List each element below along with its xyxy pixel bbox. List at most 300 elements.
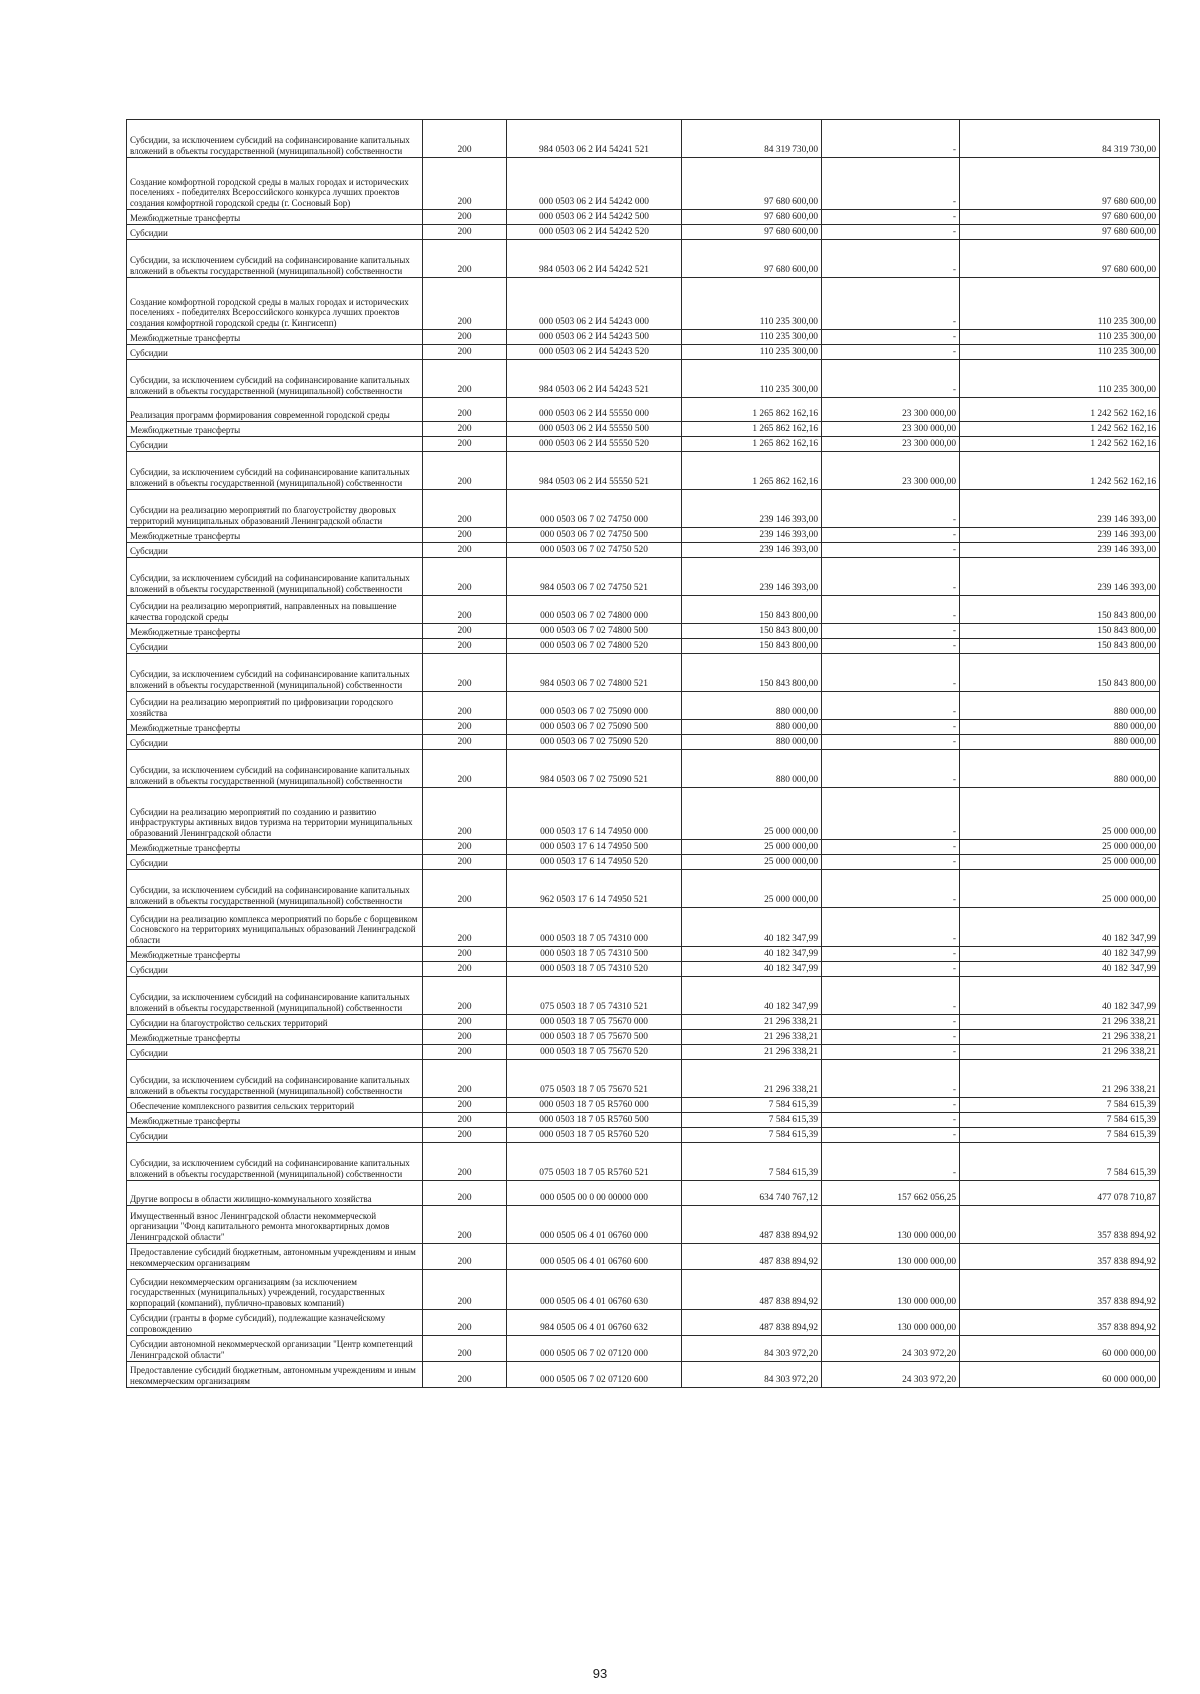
row-remainder-cell: 239 146 393,00 — [960, 543, 1160, 558]
row-code-cell: 200 — [423, 278, 507, 330]
table-row — [127, 1206, 1160, 1244]
row-classification-cell: 000 0503 06 7 02 75090 500 — [507, 720, 682, 735]
table-row — [127, 855, 1160, 870]
row-approved-cell: 40 182 347,99 — [682, 962, 822, 977]
row-classification-cell: 000 0503 06 2 И4 54243 000 — [507, 278, 682, 330]
row-remainder-cell: 21 296 338,21 — [960, 1030, 1160, 1045]
row-approved-cell: 1 265 862 162,16 — [682, 452, 822, 490]
row-remainder-cell: 1 242 562 162,16 — [960, 452, 1160, 490]
table-row — [127, 437, 1160, 452]
row-classification-cell: 962 0503 17 6 14 74950 521 — [507, 870, 682, 908]
row-classification-cell: 984 0503 06 2 И4 54243 521 — [507, 360, 682, 398]
row-remainder-cell: 25 000 000,00 — [960, 855, 1160, 870]
row-executed-cell: 157 662 056,25 — [822, 1181, 960, 1206]
row-executed-cell: - — [822, 158, 960, 210]
row-approved-cell: 110 235 300,00 — [682, 360, 822, 398]
row-classification-cell: 075 0503 18 7 05 R5760 521 — [507, 1143, 682, 1181]
row-executed-cell: - — [822, 596, 960, 624]
row-remainder-cell: 150 843 800,00 — [960, 639, 1160, 654]
row-remainder-cell: 97 680 600,00 — [960, 240, 1160, 278]
row-executed-cell: - — [822, 1045, 960, 1060]
row-classification-cell: 000 0505 06 7 02 07120 600 — [507, 1362, 682, 1388]
row-remainder-cell: 60 000 000,00 — [960, 1336, 1160, 1362]
row-approved-cell: 25 000 000,00 — [682, 840, 822, 855]
table-row — [127, 1098, 1160, 1113]
row-name-cell: Субсидии, за исключением субсидий на софинансирование капитальных вложений в объекты государственной (муниципальной) собственности — [127, 360, 423, 398]
row-approved-cell: 40 182 347,99 — [682, 977, 822, 1015]
row-remainder-cell: 110 235 300,00 — [960, 345, 1160, 360]
row-executed-cell: 24 303 972,20 — [822, 1336, 960, 1362]
row-executed-cell: - — [822, 330, 960, 345]
row-approved-cell: 1 265 862 162,16 — [682, 422, 822, 437]
row-code-cell: 200 — [423, 1143, 507, 1181]
row-classification-cell: 984 0503 06 7 02 75090 521 — [507, 750, 682, 788]
row-executed-cell: - — [822, 908, 960, 947]
row-code-cell: 200 — [423, 490, 507, 528]
row-remainder-cell: 1 242 562 162,16 — [960, 422, 1160, 437]
row-name-cell: Создание комфортной городской среды в малых городах и исторических поселениях - победителях Всероссийского конкурса лучших проектов создания комфортной городской среды (г. Сосновый Бор) — [127, 158, 423, 210]
row-code-cell: 200 — [423, 692, 507, 720]
row-classification-cell: 000 0505 06 4 01 06760 600 — [507, 1244, 682, 1270]
row-approved-cell: 239 146 393,00 — [682, 543, 822, 558]
row-classification-cell: 000 0503 06 2 И4 55550 520 — [507, 437, 682, 452]
row-executed-cell: - — [822, 855, 960, 870]
row-executed-cell: 23 300 000,00 — [822, 422, 960, 437]
row-name-cell: Субсидии — [127, 543, 423, 558]
row-classification-cell: 000 0503 18 7 05 R5760 000 — [507, 1098, 682, 1113]
row-name-cell: Субсидии на реализацию мероприятий, направленных на повышение качества городской среды — [127, 596, 423, 624]
row-classification-cell: 000 0503 17 6 14 74950 520 — [507, 855, 682, 870]
row-approved-cell: 25 000 000,00 — [682, 870, 822, 908]
table-row — [127, 422, 1160, 437]
row-code-cell: 200 — [423, 225, 507, 240]
table-row — [127, 788, 1160, 840]
row-approved-cell: 40 182 347,99 — [682, 947, 822, 962]
row-remainder-cell: 357 838 894,92 — [960, 1244, 1160, 1270]
page-number: 93 — [592, 1666, 608, 1681]
row-classification-cell: 000 0503 18 7 05 75670 000 — [507, 1015, 682, 1030]
row-name-cell: Межбюджетные трансферты — [127, 210, 423, 225]
row-code-cell: 200 — [423, 1270, 507, 1310]
row-remainder-cell: 357 838 894,92 — [960, 1270, 1160, 1310]
row-approved-cell: 7 584 615,39 — [682, 1143, 822, 1181]
row-remainder-cell: 7 584 615,39 — [960, 1143, 1160, 1181]
row-name-cell: Межбюджетные трансферты — [127, 624, 423, 639]
row-executed-cell: 130 000 000,00 — [822, 1244, 960, 1270]
table-row — [127, 1244, 1160, 1270]
table-row — [127, 1143, 1160, 1181]
row-executed-cell: - — [822, 240, 960, 278]
row-classification-cell: 000 0503 17 6 14 74950 500 — [507, 840, 682, 855]
table-row — [127, 1336, 1160, 1362]
row-name-cell: Субсидии на реализацию мероприятий по созданию и развитию инфраструктуры активных видов туризма на территории муниципальных образований Ленинградской области — [127, 788, 423, 840]
table-row — [127, 1181, 1160, 1206]
row-code-cell: 200 — [423, 1244, 507, 1270]
row-code-cell: 200 — [423, 788, 507, 840]
row-name-cell: Субсидии на реализацию мероприятий по благоустройству дворовых территорий муниципальных образований Ленинградской области — [127, 490, 423, 528]
table-row — [127, 1015, 1160, 1030]
row-remainder-cell: 25 000 000,00 — [960, 840, 1160, 855]
row-approved-cell: 239 146 393,00 — [682, 528, 822, 543]
row-classification-cell: 000 0503 06 2 И4 54243 520 — [507, 345, 682, 360]
row-remainder-cell: 150 843 800,00 — [960, 654, 1160, 692]
row-approved-cell: 1 265 862 162,16 — [682, 437, 822, 452]
row-name-cell: Обеспечение комплексного развития сельских территорий — [127, 1098, 423, 1113]
row-executed-cell: - — [822, 278, 960, 330]
table-row — [127, 639, 1160, 654]
table-row — [127, 1045, 1160, 1060]
table-row — [127, 962, 1160, 977]
row-executed-cell: - — [822, 947, 960, 962]
table-row — [127, 870, 1160, 908]
row-classification-cell: 000 0503 06 7 02 74750 000 — [507, 490, 682, 528]
row-approved-cell: 150 843 800,00 — [682, 596, 822, 624]
row-approved-cell: 880 000,00 — [682, 692, 822, 720]
table-row — [127, 750, 1160, 788]
row-remainder-cell: 239 146 393,00 — [960, 528, 1160, 543]
row-code-cell: 200 — [423, 422, 507, 437]
row-code-cell: 200 — [423, 120, 507, 158]
row-classification-cell: 075 0503 18 7 05 75670 521 — [507, 1060, 682, 1098]
row-classification-cell: 000 0503 18 7 05 74310 520 — [507, 962, 682, 977]
row-remainder-cell: 1 242 562 162,16 — [960, 437, 1160, 452]
row-code-cell: 200 — [423, 1045, 507, 1060]
row-remainder-cell: 25 000 000,00 — [960, 788, 1160, 840]
row-name-cell: Субсидии, за исключением субсидий на софинансирование капитальных вложений в объекты государственной (муниципальной) собственности — [127, 870, 423, 908]
table-row — [127, 720, 1160, 735]
row-remainder-cell: 239 146 393,00 — [960, 490, 1160, 528]
row-code-cell: 200 — [423, 330, 507, 345]
row-remainder-cell: 21 296 338,21 — [960, 1060, 1160, 1098]
row-classification-cell: 000 0503 06 2 И4 54242 000 — [507, 158, 682, 210]
row-approved-cell: 7 584 615,39 — [682, 1128, 822, 1143]
row-remainder-cell: 880 000,00 — [960, 720, 1160, 735]
row-approved-cell: 97 680 600,00 — [682, 158, 822, 210]
row-remainder-cell: 150 843 800,00 — [960, 596, 1160, 624]
row-approved-cell: 239 146 393,00 — [682, 490, 822, 528]
row-name-cell: Субсидии — [127, 639, 423, 654]
table-row — [127, 345, 1160, 360]
row-code-cell: 200 — [423, 1362, 507, 1388]
row-classification-cell: 984 0503 06 2 И4 54241 521 — [507, 120, 682, 158]
row-name-cell: Субсидии — [127, 855, 423, 870]
row-code-cell: 200 — [423, 870, 507, 908]
row-name-cell: Субсидии — [127, 1045, 423, 1060]
budget-table-body — [127, 120, 1160, 1388]
row-classification-cell: 000 0503 06 7 02 75090 000 — [507, 692, 682, 720]
row-remainder-cell: 97 680 600,00 — [960, 225, 1160, 240]
row-code-cell: 200 — [423, 360, 507, 398]
row-remainder-cell: 40 182 347,99 — [960, 947, 1160, 962]
row-name-cell: Субсидии, за исключением субсидий на софинансирование капитальных вложений в объекты государственной (муниципальной) собственности — [127, 120, 423, 158]
row-code-cell: 200 — [423, 158, 507, 210]
row-approved-cell: 150 843 800,00 — [682, 639, 822, 654]
row-executed-cell: - — [822, 720, 960, 735]
row-approved-cell: 150 843 800,00 — [682, 624, 822, 639]
row-executed-cell: 24 303 972,20 — [822, 1362, 960, 1388]
row-code-cell: 200 — [423, 735, 507, 750]
row-code-cell: 200 — [423, 398, 507, 422]
row-name-cell: Имущественный взнос Ленинградской области некоммерческой организации "Фонд капитального ремонта многоквартирных домов Ленинградской области" — [127, 1206, 423, 1244]
table-row — [127, 158, 1160, 210]
row-remainder-cell: 40 182 347,99 — [960, 962, 1160, 977]
row-name-cell: Субсидии, за исключением субсидий на софинансирование капитальных вложений в объекты государственной (муниципальной) собственности — [127, 654, 423, 692]
row-name-cell: Другие вопросы в области жилищно-коммунального хозяйства — [127, 1181, 423, 1206]
row-executed-cell: 130 000 000,00 — [822, 1270, 960, 1310]
row-remainder-cell: 110 235 300,00 — [960, 278, 1160, 330]
row-remainder-cell: 7 584 615,39 — [960, 1098, 1160, 1113]
row-code-cell: 200 — [423, 345, 507, 360]
row-approved-cell: 1 265 862 162,16 — [682, 398, 822, 422]
row-executed-cell: - — [822, 1030, 960, 1045]
row-name-cell: Субсидии на реализацию комплекса мероприятий по борьбе с борщевиком Сосновского на территориях муниципальных образований Ленинградской области — [127, 908, 423, 947]
row-remainder-cell: 477 078 710,87 — [960, 1181, 1160, 1206]
row-executed-cell: - — [822, 750, 960, 788]
row-classification-cell: 075 0503 18 7 05 74310 521 — [507, 977, 682, 1015]
table-row — [127, 398, 1160, 422]
row-approved-cell: 97 680 600,00 — [682, 240, 822, 278]
row-approved-cell: 150 843 800,00 — [682, 654, 822, 692]
row-remainder-cell: 357 838 894,92 — [960, 1206, 1160, 1244]
row-classification-cell: 000 0503 18 7 05 75670 520 — [507, 1045, 682, 1060]
row-code-cell: 200 — [423, 1206, 507, 1244]
row-classification-cell: 000 0503 06 2 И4 54242 500 — [507, 210, 682, 225]
row-code-cell: 200 — [423, 1015, 507, 1030]
row-classification-cell: 000 0503 06 2 И4 54242 520 — [507, 225, 682, 240]
row-name-cell: Субсидии, за исключением субсидий на софинансирование капитальных вложений в объекты государственной (муниципальной) собственности — [127, 240, 423, 278]
row-name-cell: Межбюджетные трансферты — [127, 422, 423, 437]
row-classification-cell: 984 0503 06 7 02 74750 521 — [507, 558, 682, 596]
row-code-cell: 200 — [423, 452, 507, 490]
row-approved-cell: 25 000 000,00 — [682, 788, 822, 840]
row-remainder-cell: 97 680 600,00 — [960, 210, 1160, 225]
table-row — [127, 225, 1160, 240]
row-classification-cell: 984 0503 06 2 И4 54242 521 — [507, 240, 682, 278]
row-name-cell: Субсидии, за исключением субсидий на софинансирование капитальных вложений в объекты государственной (муниципальной) собственности — [127, 452, 423, 490]
row-classification-cell: 000 0503 06 7 02 74750 520 — [507, 543, 682, 558]
row-executed-cell: - — [822, 1113, 960, 1128]
row-executed-cell: - — [822, 120, 960, 158]
row-code-cell: 200 — [423, 543, 507, 558]
row-name-cell: Субсидии некоммерческим организациям (за исключением государственных (муниципальных) учреждений, государственных корпораций (компаний), публично-правовых компаний) — [127, 1270, 423, 1310]
row-name-cell: Межбюджетные трансферты — [127, 330, 423, 345]
row-approved-cell: 84 303 972,20 — [682, 1362, 822, 1388]
row-classification-cell: 984 0503 06 7 02 74800 521 — [507, 654, 682, 692]
table-row — [127, 908, 1160, 947]
row-name-cell: Межбюджетные трансферты — [127, 840, 423, 855]
row-executed-cell: 23 300 000,00 — [822, 452, 960, 490]
row-name-cell: Субсидии, за исключением субсидий на софинансирование капитальных вложений в объекты государственной (муниципальной) собственности — [127, 1143, 423, 1181]
row-executed-cell: - — [822, 1098, 960, 1113]
row-executed-cell: - — [822, 639, 960, 654]
row-code-cell: 200 — [423, 1113, 507, 1128]
row-remainder-cell: 357 838 894,92 — [960, 1310, 1160, 1336]
row-approved-cell: 7 584 615,39 — [682, 1098, 822, 1113]
row-remainder-cell: 239 146 393,00 — [960, 558, 1160, 596]
row-code-cell: 200 — [423, 750, 507, 788]
row-classification-cell: 000 0505 06 4 01 06760 630 — [507, 1270, 682, 1310]
row-name-cell: Субсидии на реализацию мероприятий по цифровизации городского хозяйства — [127, 692, 423, 720]
row-name-cell: Реализация программ формирования современной городской среды — [127, 398, 423, 422]
row-executed-cell: - — [822, 962, 960, 977]
row-name-cell: Субсидии — [127, 225, 423, 240]
row-approved-cell: 110 235 300,00 — [682, 330, 822, 345]
row-remainder-cell: 880 000,00 — [960, 692, 1160, 720]
table-row — [127, 330, 1160, 345]
row-remainder-cell: 110 235 300,00 — [960, 330, 1160, 345]
table-row — [127, 947, 1160, 962]
row-code-cell: 200 — [423, 1336, 507, 1362]
row-executed-cell: - — [822, 225, 960, 240]
row-code-cell: 200 — [423, 528, 507, 543]
table-row — [127, 543, 1160, 558]
row-code-cell: 200 — [423, 654, 507, 692]
row-executed-cell: - — [822, 360, 960, 398]
row-code-cell: 200 — [423, 1181, 507, 1206]
row-approved-cell: 880 000,00 — [682, 750, 822, 788]
row-code-cell: 200 — [423, 240, 507, 278]
row-approved-cell: 21 296 338,21 — [682, 1015, 822, 1030]
table-row — [127, 558, 1160, 596]
row-approved-cell: 97 680 600,00 — [682, 210, 822, 225]
table-row — [127, 452, 1160, 490]
row-executed-cell: - — [822, 345, 960, 360]
row-approved-cell: 487 838 894,92 — [682, 1244, 822, 1270]
table-row — [127, 735, 1160, 750]
row-name-cell: Межбюджетные трансферты — [127, 1030, 423, 1045]
row-approved-cell: 239 146 393,00 — [682, 558, 822, 596]
row-name-cell: Субсидии (гранты в форме субсидий), подлежащие казначейскому сопровождению — [127, 1310, 423, 1336]
row-code-cell: 200 — [423, 962, 507, 977]
row-code-cell: 200 — [423, 210, 507, 225]
row-name-cell: Межбюджетные трансферты — [127, 947, 423, 962]
row-name-cell: Межбюджетные трансферты — [127, 528, 423, 543]
table-row — [127, 840, 1160, 855]
row-executed-cell: - — [822, 977, 960, 1015]
row-classification-cell: 000 0503 17 6 14 74950 000 — [507, 788, 682, 840]
row-remainder-cell: 880 000,00 — [960, 735, 1160, 750]
row-classification-cell: 000 0503 18 7 05 R5760 500 — [507, 1113, 682, 1128]
row-approved-cell: 84 319 730,00 — [682, 120, 822, 158]
row-code-cell: 200 — [423, 977, 507, 1015]
row-executed-cell: - — [822, 1128, 960, 1143]
row-code-cell: 200 — [423, 624, 507, 639]
row-name-cell: Субсидии автономной некоммерческой организации "Центр компетенций Ленинградской области" — [127, 1336, 423, 1362]
row-executed-cell: - — [822, 840, 960, 855]
row-executed-cell: - — [822, 1015, 960, 1030]
row-remainder-cell: 40 182 347,99 — [960, 977, 1160, 1015]
row-approved-cell: 634 740 767,12 — [682, 1181, 822, 1206]
table-row — [127, 1128, 1160, 1143]
row-name-cell: Создание комфортной городской среды в малых городах и исторических поселениях - победителях Всероссийского конкурса лучших проектов создания комфортной городской среды (г. Кингисепп) — [127, 278, 423, 330]
row-executed-cell: - — [822, 528, 960, 543]
row-code-cell: 200 — [423, 1310, 507, 1336]
row-approved-cell: 487 838 894,92 — [682, 1310, 822, 1336]
row-approved-cell: 880 000,00 — [682, 735, 822, 750]
row-code-cell: 200 — [423, 947, 507, 962]
row-classification-cell: 000 0503 18 7 05 74310 500 — [507, 947, 682, 962]
row-executed-cell: 130 000 000,00 — [822, 1310, 960, 1336]
row-classification-cell: 000 0503 06 7 02 74800 000 — [507, 596, 682, 624]
row-approved-cell: 25 000 000,00 — [682, 855, 822, 870]
row-approved-cell: 21 296 338,21 — [682, 1060, 822, 1098]
table-row — [127, 1310, 1160, 1336]
row-remainder-cell: 21 296 338,21 — [960, 1015, 1160, 1030]
row-classification-cell: 000 0503 06 7 02 74750 500 — [507, 528, 682, 543]
row-name-cell: Субсидии — [127, 962, 423, 977]
row-name-cell: Межбюджетные трансферты — [127, 720, 423, 735]
table-row — [127, 1113, 1160, 1128]
row-classification-cell: 000 0505 06 7 02 07120 000 — [507, 1336, 682, 1362]
row-name-cell: Субсидии — [127, 345, 423, 360]
row-name-cell: Субсидии — [127, 1128, 423, 1143]
row-executed-cell: - — [822, 654, 960, 692]
row-approved-cell: 110 235 300,00 — [682, 278, 822, 330]
row-approved-cell: 110 235 300,00 — [682, 345, 822, 360]
table-row — [127, 528, 1160, 543]
row-classification-cell: 000 0503 18 7 05 75670 500 — [507, 1030, 682, 1045]
row-executed-cell: 23 300 000,00 — [822, 437, 960, 452]
row-classification-cell: 000 0505 00 0 00 00000 000 — [507, 1181, 682, 1206]
row-classification-cell: 000 0505 06 4 01 06760 000 — [507, 1206, 682, 1244]
row-code-cell: 200 — [423, 855, 507, 870]
row-name-cell: Субсидии, за исключением субсидий на софинансирование капитальных вложений в объекты государственной (муниципальной) собственности — [127, 977, 423, 1015]
row-approved-cell: 487 838 894,92 — [682, 1206, 822, 1244]
row-remainder-cell: 84 319 730,00 — [960, 120, 1160, 158]
table-row — [127, 120, 1160, 158]
row-name-cell: Субсидии на благоустройство сельских территорий — [127, 1015, 423, 1030]
row-remainder-cell: 40 182 347,99 — [960, 908, 1160, 947]
row-classification-cell: 000 0503 06 7 02 74800 500 — [507, 624, 682, 639]
row-code-cell: 200 — [423, 1098, 507, 1113]
row-code-cell: 200 — [423, 720, 507, 735]
row-name-cell: Предоставление субсидий бюджетным, автономным учреждениям и иным некоммерческим организациям — [127, 1244, 423, 1270]
row-remainder-cell: 97 680 600,00 — [960, 158, 1160, 210]
row-classification-cell: 000 0503 06 2 И4 54243 500 — [507, 330, 682, 345]
row-classification-cell: 984 0505 06 4 01 06760 632 — [507, 1310, 682, 1336]
row-name-cell: Межбюджетные трансферты — [127, 1113, 423, 1128]
row-approved-cell: 7 584 615,39 — [682, 1113, 822, 1128]
row-name-cell: Субсидии — [127, 437, 423, 452]
row-code-cell: 200 — [423, 558, 507, 596]
row-name-cell: Субсидии — [127, 735, 423, 750]
row-classification-cell: 000 0503 18 7 05 74310 000 — [507, 908, 682, 947]
row-remainder-cell: 1 242 562 162,16 — [960, 398, 1160, 422]
row-approved-cell: 40 182 347,99 — [682, 908, 822, 947]
table-row — [127, 654, 1160, 692]
row-classification-cell: 984 0503 06 2 И4 55550 521 — [507, 452, 682, 490]
row-remainder-cell: 7 584 615,39 — [960, 1113, 1160, 1128]
table-row — [127, 977, 1160, 1015]
row-executed-cell: - — [822, 624, 960, 639]
row-executed-cell: - — [822, 870, 960, 908]
row-executed-cell: - — [822, 558, 960, 596]
row-code-cell: 200 — [423, 639, 507, 654]
row-remainder-cell: 25 000 000,00 — [960, 870, 1160, 908]
row-name-cell: Субсидии, за исключением субсидий на софинансирование капитальных вложений в объекты государственной (муниципальной) собственности — [127, 1060, 423, 1098]
table-row — [127, 1060, 1160, 1098]
row-code-cell: 200 — [423, 437, 507, 452]
row-executed-cell: 130 000 000,00 — [822, 1206, 960, 1244]
row-executed-cell: - — [822, 692, 960, 720]
row-code-cell: 200 — [423, 908, 507, 947]
row-approved-cell: 21 296 338,21 — [682, 1030, 822, 1045]
row-executed-cell: - — [822, 1143, 960, 1181]
table-row — [127, 210, 1160, 225]
row-executed-cell: - — [822, 210, 960, 225]
table-row — [127, 360, 1160, 398]
table-row — [127, 1362, 1160, 1388]
